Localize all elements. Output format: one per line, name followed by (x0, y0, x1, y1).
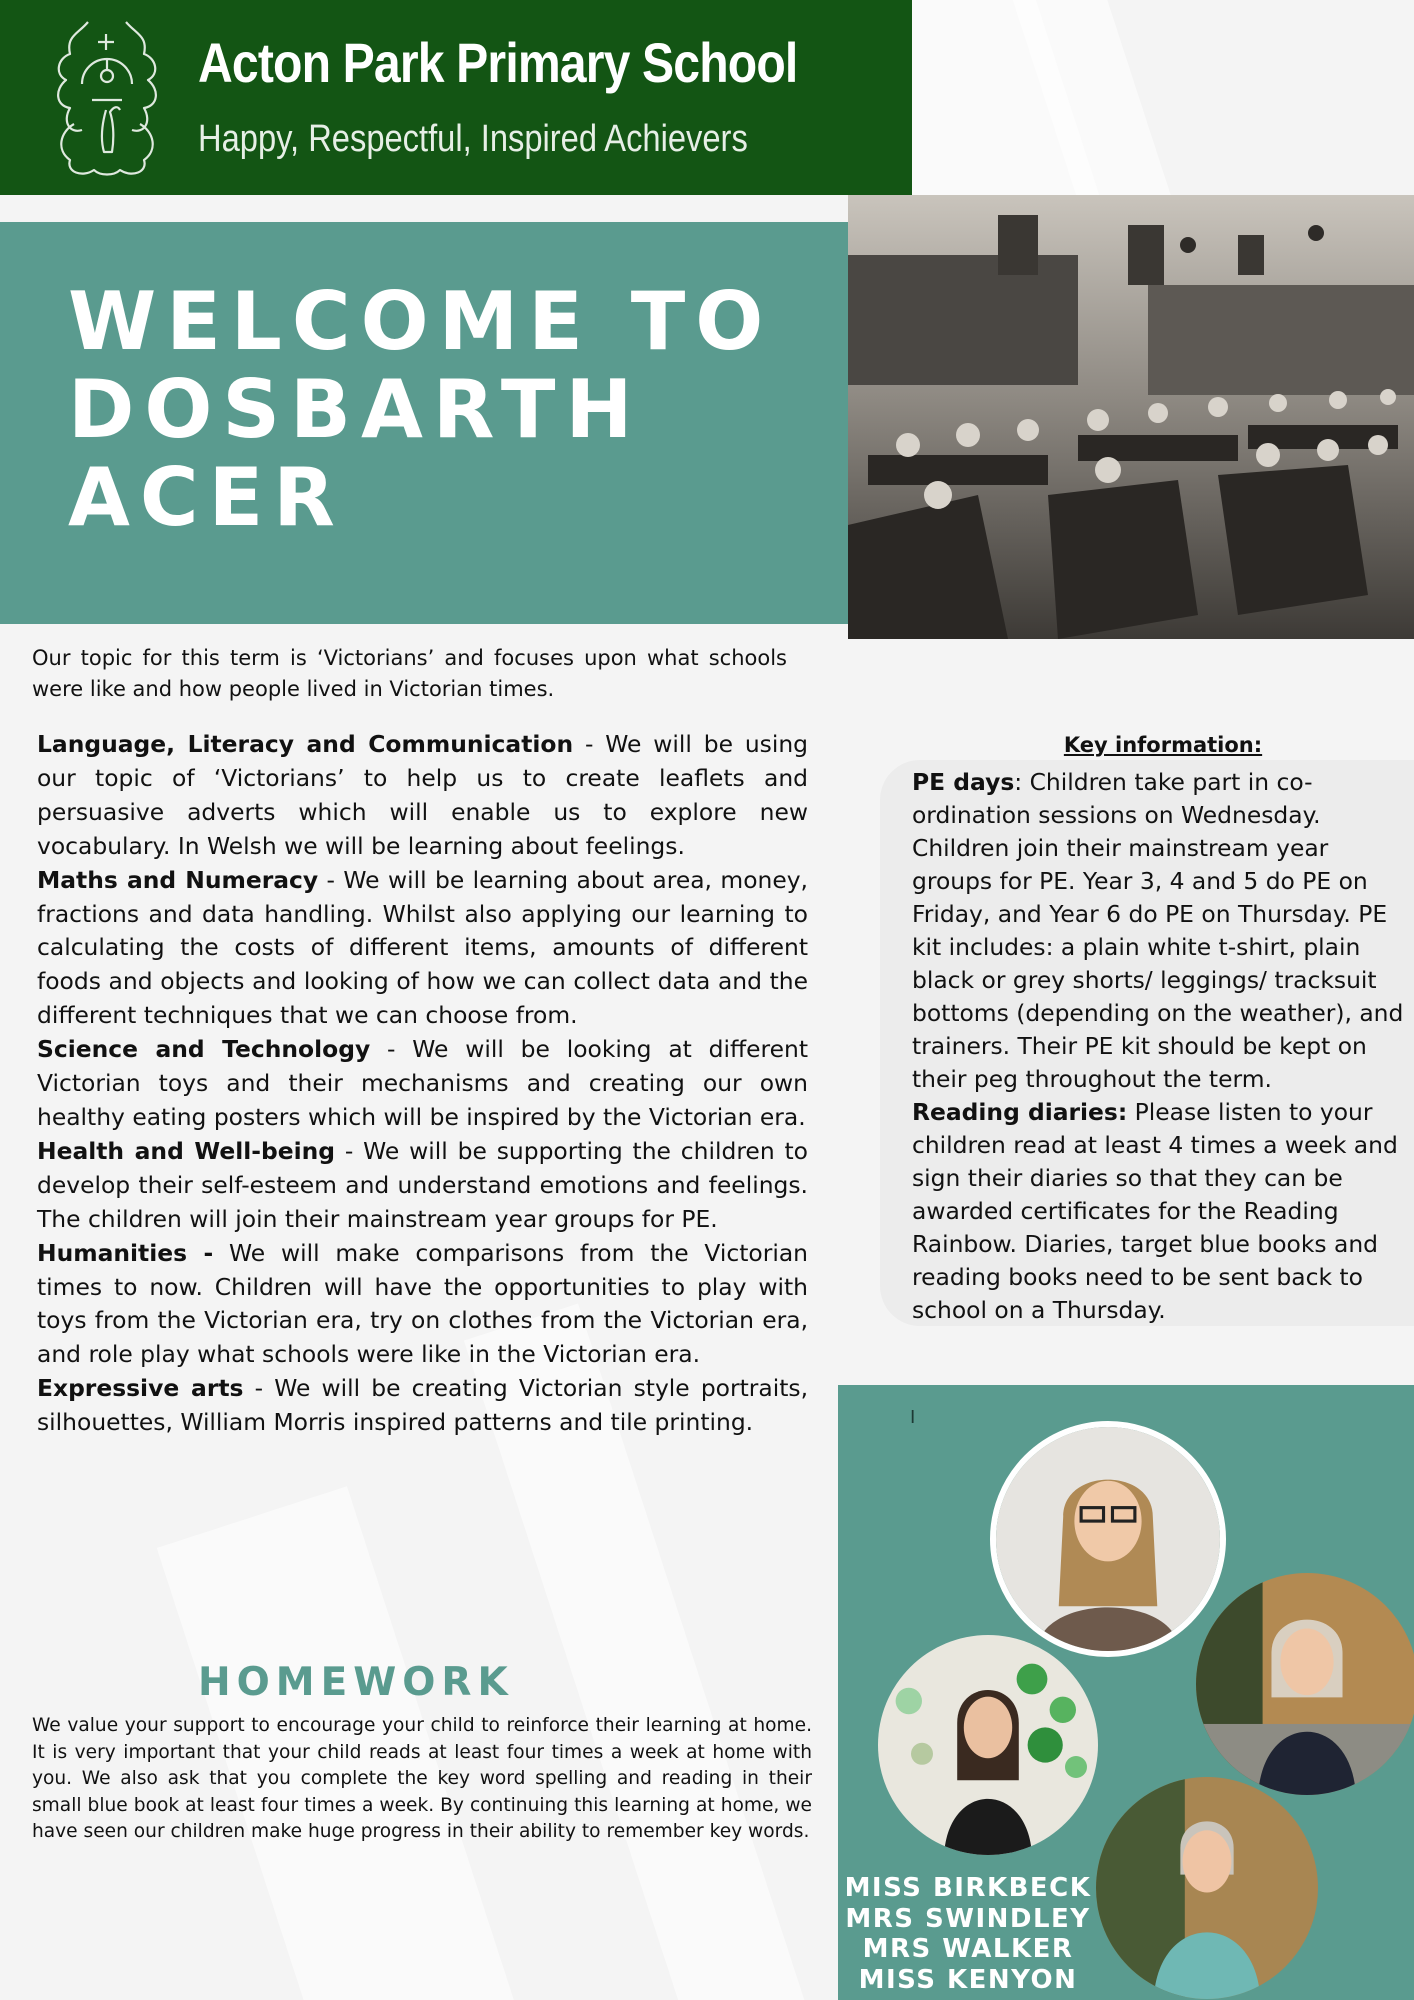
subject-item (37, 728, 808, 864)
subject-text: - We will be creating Victorian style portraits, silhouettes, William Morris inspired patterns and tile printing. (37, 1374, 809, 1437)
school-name: Acton Park Primary School (198, 31, 798, 94)
pe-days-heading: PE days (912, 768, 1015, 796)
text-cursor: I (910, 1407, 916, 1428)
welcome-title: WELCOME TO DOSBARTH ACER (68, 275, 774, 544)
subject-text: - We will be supporting the children to develop their self-esteem and understand emotions and feelings. The children will join their mainstream year groups for PE. (37, 1136, 808, 1233)
staff-name: MRS SWINDLEY (845, 1903, 1091, 1934)
topic-intro: Our topic for this term is ‘Victorians’ and focuses upon what schools were like and how people lived in Victorian times. (32, 646, 787, 701)
reading-diaries-heading: Reading diaries: (912, 1098, 1128, 1126)
key-info-title: Key information: (1063, 733, 1263, 757)
subject-text: - We will be learning about area, money, fractions and data handling. Whilst also applying our learning to calculating the costs of different items, amounts of different foods and objects and looking of how we can collect data and the different techniques that we can choose from. (37, 865, 808, 1030)
subject-heading: Science and Technology (37, 1035, 371, 1064)
homework-title: HOMEWORK (198, 1660, 514, 1705)
subject-heading: Expressive arts (37, 1374, 244, 1403)
subject-heading: Maths and Numeracy (37, 865, 319, 894)
subject-item (37, 1135, 808, 1237)
staff-panel (838, 1385, 1414, 2000)
subject-text: - We will be using our topic of ‘Victorians’ to help us to create leaflets and persuasive adverts which will enable us to explore new vocabulary. In Welsh we will be learning about feelings. (37, 730, 809, 860)
staff-photo-miss-birkbeck (990, 1421, 1226, 1657)
curriculum-areas (37, 728, 808, 1440)
subject-text: We will make comparisons from the Victorian times to now. Children will have the opportunities to play with toys from the Victorian era, try on clothes from the Victorian era, and role play what schools were like in the Victorian era. (37, 1238, 808, 1369)
classroom-photo-image (848, 195, 1414, 639)
subject-item (37, 1372, 808, 1440)
staff-names (838, 1873, 1098, 1995)
staff-name: MISS KENYON (858, 1964, 1078, 1995)
staff-name: MISS BIRKBECK (844, 1873, 1092, 1903)
welcome-banner (0, 222, 848, 624)
subject-text: - We will be looking at different Victorian toys and their mechanisms and creating our own healthy eating posters which will be inspired by the Victorian era. (37, 1035, 808, 1131)
pe-days-text: : Children take part in co-ordination sessions on Wednesday. Children join their mainstream year groups for PE. Year 3, 4 and 5 do PE on Friday, and Year 6 do PE on Thursday. PE kit includes: a plain white t-shirt, plain black or grey shorts/ leggings/ tracksuit bottoms (depending on the weather), and trainers. Their PE kit should be kept on their peg throughout the term. (912, 768, 1404, 1093)
staff-photo-miss-kenyon (1096, 1777, 1318, 1999)
homework-text: We value your support to encourage your child to reinforce their learning at home. It is very important that your child reads at least four times a week at home with you. We also ask that you complete the key word spelling and reading in their small blue book at least four times a week. By continuing this learning at home, we have seen our children make huge progress in their ability to remember key words. (32, 1715, 812, 1842)
reading-diaries-text: Please listen to your children read at least 4 times a week and sign their diaries so that they can be awarded certificates for the Reading Rainbow. Diaries, target blue books and reading books need to be sent back to school on a Thursday. (912, 1098, 1398, 1324)
subject-item (37, 864, 808, 1034)
subject-heading: Language, Literacy and Communication (37, 730, 574, 758)
reading-diaries-info (912, 1096, 1412, 1327)
staff-photo-mrs-walker (878, 1635, 1098, 1855)
victorian-classroom-photo (848, 195, 1414, 639)
subject-heading: Health and Well-being (37, 1136, 335, 1165)
staff-name: MRS WALKER (862, 1934, 1074, 1964)
staff-photo-mrs-swindley (1196, 1573, 1414, 1795)
subject-heading: Humanities - (37, 1238, 214, 1267)
subject-item (37, 1033, 808, 1135)
school-motto: Happy, Respectful, Inspired Achievers (198, 118, 748, 160)
subject-item (37, 1237, 808, 1373)
school-header (0, 0, 912, 195)
key-info-content (912, 766, 1412, 1327)
pe-days-info (912, 766, 1412, 1096)
oak-leaf-greyhound-crest-icon (48, 14, 166, 182)
